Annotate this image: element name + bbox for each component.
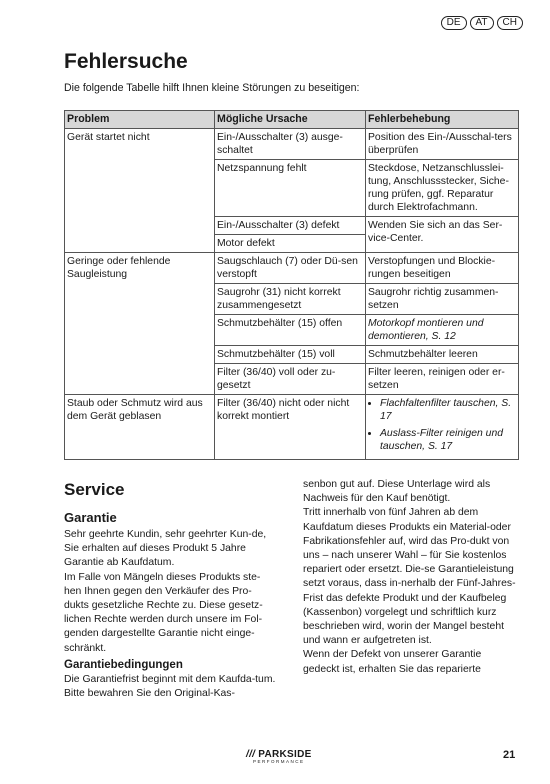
remedy-list — [368, 397, 516, 453]
remedy-cell: Position des Ein-/Ausschal-ters überprüfen — [366, 129, 519, 160]
remedy-cell — [366, 395, 519, 460]
warranty-conditions-heading: Garantiebedingungen — [64, 658, 183, 671]
header-cause: Mögliche Ursache — [215, 111, 366, 129]
cause-cell: Filter (36/40) voll oder zu-gesetzt — [215, 364, 366, 395]
logo-slashes: /// — [246, 749, 256, 760]
remedy-cell: Motorkopf montieren und demontieren, S. 12 — [366, 315, 519, 346]
cause-cell: Netzspannung fehlt — [215, 160, 366, 217]
cause-cell: Saugrohr (31) nicht korrekt zusammengesetzt — [215, 284, 366, 315]
warranty-paragraph: Wenn der Defekt von unserer Garantie gedeckt ist, erhalten Sie das reparierte — [303, 649, 482, 675]
list-item: • Auslass-Filter reinigen und tauschen, S. 17 — [380, 427, 516, 453]
remedy-cell: Saugrohr richtig zusammen-setzen — [366, 284, 519, 315]
problem-cell: Gerät startet nicht — [65, 129, 215, 253]
country-badge-de: DE — [441, 16, 467, 30]
page-number: 21 — [503, 749, 516, 761]
warranty-paragraph: Die Garantiefrist beginnt mit dem Kaufda-tum. Bitte bewahren Sie den Original-Kas- — [64, 673, 276, 700]
problem-cell: Geringe oder fehlende Saugleistung — [65, 253, 215, 395]
cause-cell: Ein-/Ausschalter (3) ausge-schaltet — [215, 129, 366, 160]
warranty-paragraph: senbon gut auf. Diese Unterlage wird als Nachweis für den Kauf benötigt. — [303, 479, 491, 505]
logo-subline: PERFORMANCE — [253, 759, 305, 764]
header-remedy: Fehlerbehebung — [366, 111, 519, 129]
cause-cell: Schmutzbehälter (15) offen — [215, 315, 366, 346]
cause-cell: Motor defekt — [215, 235, 366, 253]
page-title: Fehlersuche — [64, 50, 188, 73]
right-column — [303, 478, 519, 677]
problem-cell: Staub oder Schmutz wird aus dem Gerät geblasen — [65, 395, 215, 460]
warranty-paragraph: Im Falle von Mängeln dieses Produkts ste-hen Ihnen gegen den Verkäufer des Pro-dukts gesetzliche Rechte zu. Diese gesetz-lichen Rechte werden durch unsere im Fol-genden dargestellte Garantie nicht einge-schränkt. — [64, 571, 263, 654]
cause-cell: Filter (36/40) nicht oder nicht korrekt montiert — [215, 395, 366, 460]
service-heading: Service — [64, 480, 125, 499]
left-column — [64, 528, 276, 701]
table-row — [65, 253, 519, 284]
cause-cell: Saugschlauch (7) oder Dü-sen verstopft — [215, 253, 366, 284]
table-header-row — [65, 111, 519, 129]
table-row — [65, 129, 519, 160]
country-badge-ch: CH — [497, 16, 523, 30]
warranty-paragraph: Tritt innerhalb von fünf Jahren ab dem Kaufdatum dieses Produkts ein Material-oder Fabrikationsfehler auf, wird das Pro-dukt von uns – nach unserer Wahl – für Sie kostenlos repariert oder ersetzt. Die-se Garantieleistung setzt voraus, dass in-nerhalb der Fünf-Jahres-Frist das defekte Produkt und der Kaufbeleg (Kassenbon) vorgelegt und schriftlich kurz beschrieben wird, worin der Mangel besteht und wann er aufgetreten ist. — [303, 507, 516, 647]
remedy-cell: Wenden Sie sich an das Ser-vice-Center. — [366, 217, 519, 253]
table-row — [65, 395, 519, 460]
warranty-heading: Garantie — [64, 510, 117, 525]
troubleshooting-table — [64, 110, 519, 460]
remedy-cell: Steckdose, Netzanschlusslei-tung, Anschlussstecker, Siche-rung prüfen, ggf. Reparatur durch Elektrofachmann. — [366, 160, 519, 217]
intro-text: Die folgende Tabelle hilft Ihnen kleine Störungen zu beseitigen: — [64, 82, 360, 94]
cause-cell: Ein-/Ausschalter (3) defekt — [215, 217, 366, 235]
remedy-cell: Verstopfungen und Blockie-rungen beseitigen — [366, 253, 519, 284]
logo-brand: PARKSIDE — [258, 749, 312, 760]
remedy-cell: Schmutzbehälter leeren — [366, 346, 519, 364]
country-badges — [441, 16, 523, 30]
warranty-paragraph: Sehr geehrte Kundin, sehr geehrter Kun-de, Sie erhalten auf dieses Produkt 5 Jahre Garantie ab Kaufdatum. — [64, 529, 267, 569]
parkside-logo — [246, 749, 312, 764]
country-badge-at: AT — [470, 16, 494, 30]
cause-cell: Schmutzbehälter (15) voll — [215, 346, 366, 364]
header-problem: Problem — [65, 111, 215, 129]
remedy-cell: Filter leeren, reinigen oder er-setzen — [366, 364, 519, 395]
list-item: • Flachfaltenfilter tauschen, S. 17 — [380, 397, 516, 423]
